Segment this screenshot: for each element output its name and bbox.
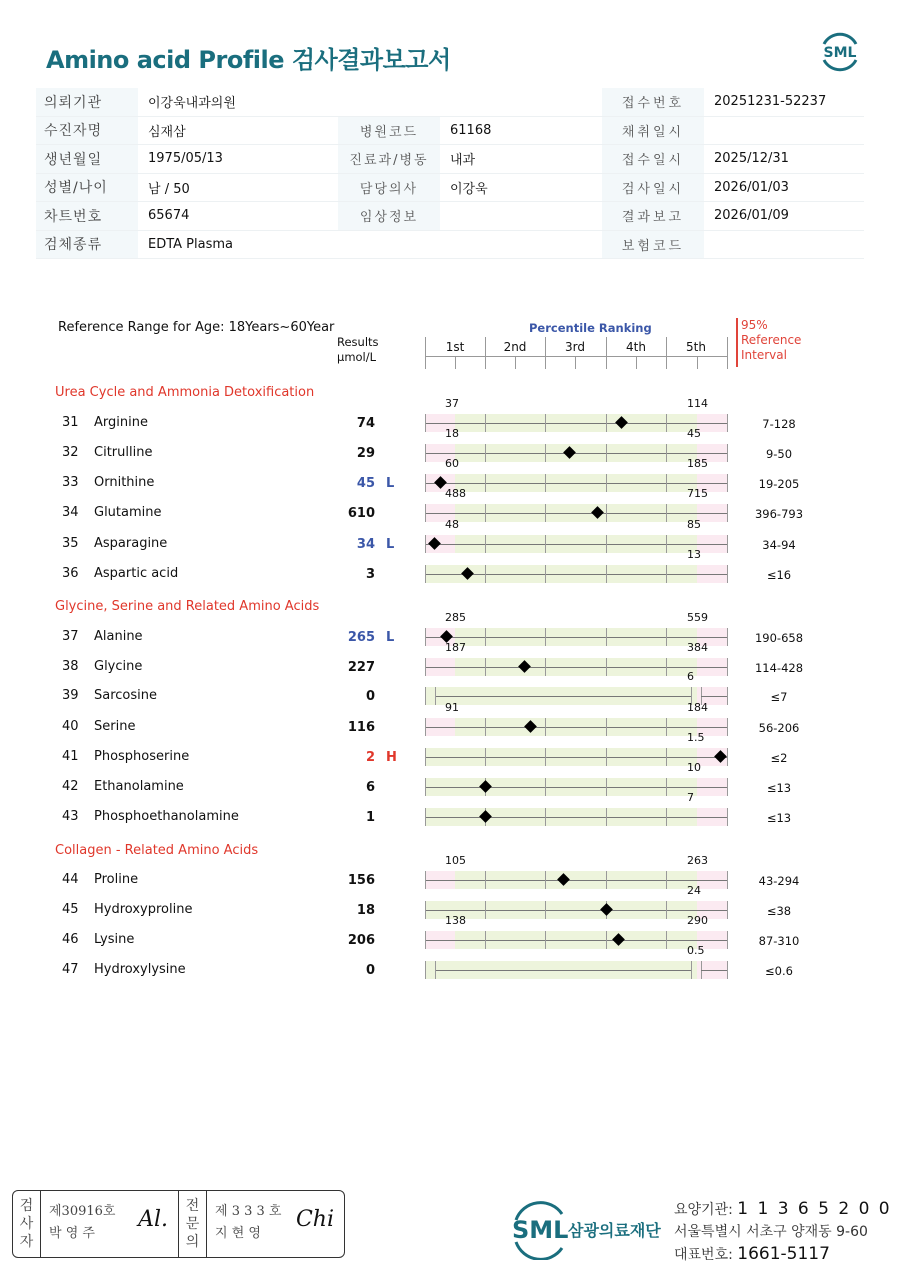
org-code: 1 1 3 6 5 2 0 0 xyxy=(737,1199,892,1219)
low-cutoff-label: 105 xyxy=(445,854,466,867)
percentile-label: 5th xyxy=(686,340,706,354)
analyte-name: Proline xyxy=(94,872,139,887)
reference-interval: 190-658 xyxy=(754,631,804,645)
reference-interval: ≤16 xyxy=(766,568,792,582)
item-number: 31 xyxy=(62,415,79,430)
info-value: 2026/01/09 xyxy=(714,208,789,224)
reference-interval-header xyxy=(736,318,801,367)
high-cutoff-label: 185 xyxy=(687,457,708,470)
item-number: 47 xyxy=(62,962,79,977)
high-cutoff-label: 715 xyxy=(687,487,708,500)
info-value: 2026/01/03 xyxy=(714,179,789,195)
low-cutoff-label: 285 xyxy=(445,611,466,624)
high-cutoff-label: 7 xyxy=(687,791,694,804)
result-value: 3 xyxy=(365,567,375,582)
high-cutoff-label: 13 xyxy=(687,548,701,561)
info-value: 20251231-52237 xyxy=(714,94,827,110)
low-cutoff-label: 138 xyxy=(445,914,466,927)
analyte-name: Glutamine xyxy=(94,505,162,520)
specialist-label-char: 전 xyxy=(185,1198,200,1214)
percentile-bar xyxy=(425,518,727,553)
result-value: 18 xyxy=(356,903,375,918)
high-cutoff-label: 1.5 xyxy=(687,731,705,744)
info-value: 내과 xyxy=(450,153,476,169)
reference-interval: 7-128 xyxy=(762,417,796,431)
high-cutoff-label: 290 xyxy=(687,914,708,927)
info-label: 진료과/병동 xyxy=(338,145,440,173)
result-value: 227 xyxy=(347,660,375,675)
info-value: EDTA Plasma xyxy=(148,236,234,252)
item-number: 41 xyxy=(62,749,79,764)
percentile-bar xyxy=(425,487,727,522)
item-number: 36 xyxy=(62,566,79,581)
info-label: 의뢰기관 xyxy=(36,88,138,116)
analyte-name: Arginine xyxy=(94,415,148,430)
info-value: 1975/05/13 xyxy=(148,151,223,167)
item-number: 44 xyxy=(62,872,79,887)
info-label: 검체종류 xyxy=(36,231,138,259)
result-row xyxy=(0,548,900,596)
high-cutoff-label: 384 xyxy=(687,641,708,654)
info-value xyxy=(704,231,864,259)
tester-label-char: 자 xyxy=(19,1234,34,1250)
section-title: Collagen - Related Amino Acids xyxy=(55,843,259,858)
percentile-bar xyxy=(425,701,727,736)
percentile-bar xyxy=(425,641,727,676)
info-label xyxy=(338,231,440,259)
info-value: 이강욱내과의원 xyxy=(148,96,236,112)
info-value: 남 / 50 xyxy=(148,181,190,197)
info-row xyxy=(36,174,864,203)
ref-interval-line1: 95% xyxy=(741,318,768,332)
percentile-label: 3rd xyxy=(565,340,585,354)
patient-info-table xyxy=(36,88,864,259)
item-number: 34 xyxy=(62,505,79,520)
info-value: 61168 xyxy=(450,122,492,138)
low-cutoff-label: 91 xyxy=(445,701,459,714)
reference-interval: 56-206 xyxy=(758,721,800,735)
analyte-name: Serine xyxy=(94,719,136,734)
item-number: 43 xyxy=(62,809,79,824)
high-cutoff-label: 10 xyxy=(687,761,701,774)
reference-interval: 19-205 xyxy=(758,477,800,491)
result-value: 29 xyxy=(356,446,375,461)
tester-label-char: 사 xyxy=(19,1216,34,1232)
info-label: 임상정보 xyxy=(338,202,440,230)
reference-interval: ≤0.6 xyxy=(765,964,793,978)
specialist-info xyxy=(207,1191,344,1257)
info-label: 채취일시 xyxy=(602,117,704,145)
item-number: 38 xyxy=(62,659,79,674)
analyte-name: Ethanolamine xyxy=(94,779,184,794)
result-value: 74 xyxy=(356,416,375,431)
percentile-bar xyxy=(425,731,727,766)
result-value: 0 xyxy=(365,689,375,704)
info-label: 성별/나이 xyxy=(36,174,138,202)
phone-label: 대표번호: xyxy=(674,1247,738,1263)
info-value xyxy=(440,88,602,116)
info-row xyxy=(36,231,864,260)
reference-interval: ≤13 xyxy=(766,811,792,825)
specialist-signature: Chi xyxy=(295,1207,334,1232)
result-flag: L xyxy=(386,476,395,491)
high-cutoff-label: 45 xyxy=(687,427,701,440)
result-value: 2 xyxy=(365,750,375,765)
item-number: 46 xyxy=(62,932,79,947)
percentile-bar xyxy=(425,884,727,919)
result-value: 34 xyxy=(356,537,375,552)
svg-text:SML: SML xyxy=(512,1216,569,1244)
specialist-label xyxy=(179,1191,207,1257)
info-value xyxy=(440,202,602,230)
tester-signature: Al. xyxy=(138,1207,168,1232)
result-row xyxy=(0,854,900,902)
item-number: 40 xyxy=(62,719,79,734)
info-label: 담당의사 xyxy=(338,174,440,202)
low-cutoff-label: 18 xyxy=(445,427,459,440)
high-cutoff-label: 85 xyxy=(687,518,701,531)
info-row xyxy=(36,145,864,174)
info-row xyxy=(36,117,864,146)
percentile-header-grid xyxy=(425,337,727,369)
info-label xyxy=(338,88,440,116)
high-cutoff-label: 114 xyxy=(687,397,708,410)
tester-label-char: 검 xyxy=(19,1198,34,1214)
low-cutoff-label: 60 xyxy=(445,457,459,470)
org-address: 서울특별시 서초구 양재동 9-60 xyxy=(674,1224,868,1240)
high-cutoff-label: 0.5 xyxy=(687,944,705,957)
info-label: 접수번호 xyxy=(602,88,704,116)
result-row xyxy=(0,731,900,779)
percentile-bar xyxy=(425,397,727,432)
results-header-unit: µmol/L xyxy=(337,350,377,364)
percentile-label: 4th xyxy=(626,340,646,354)
info-value xyxy=(440,231,602,259)
low-cutoff-label: 187 xyxy=(445,641,466,654)
analyte-name: Hydroxyproline xyxy=(94,902,193,917)
results-column-header xyxy=(337,335,379,365)
item-number: 37 xyxy=(62,629,79,644)
reference-age-label: Reference Range for Age: 18Years~60Year xyxy=(58,320,335,335)
result-row xyxy=(0,761,900,809)
reference-interval: ≤13 xyxy=(766,781,792,795)
result-value: 0 xyxy=(365,963,375,978)
result-value: 45 xyxy=(356,476,375,491)
result-row xyxy=(0,944,900,992)
result-flag: H xyxy=(386,750,397,765)
info-label: 수진자명 xyxy=(36,117,138,145)
percentile-bar xyxy=(425,457,727,492)
info-value: 65674 xyxy=(148,208,190,224)
info-row xyxy=(36,202,864,231)
result-value: 6 xyxy=(365,780,375,795)
info-label: 보험코드 xyxy=(602,231,704,259)
reference-interval: ≤2 xyxy=(770,751,788,765)
reference-interval: 9-50 xyxy=(765,447,793,461)
item-number: 42 xyxy=(62,779,79,794)
report-title: Amino acid Profile 검사결과보고서 xyxy=(46,46,451,74)
percentile-bar xyxy=(425,611,727,646)
reference-interval: 87-310 xyxy=(758,934,800,948)
percentile-bar xyxy=(425,427,727,462)
result-row xyxy=(0,518,900,566)
org-logo xyxy=(510,1200,675,1260)
result-flag: L xyxy=(386,537,395,552)
specialist-label-char: 문 xyxy=(185,1216,200,1232)
item-number: 35 xyxy=(62,536,79,551)
section-title: Urea Cycle and Ammonia Detoxification xyxy=(55,385,315,400)
low-cutoff-label: 37 xyxy=(445,397,459,410)
specialist-license-no: 제 3 3 3 호 xyxy=(215,1204,282,1219)
analyte-name: Sarcosine xyxy=(94,688,158,703)
low-cutoff-label: 48 xyxy=(445,518,459,531)
org-info xyxy=(674,1198,892,1266)
specialist-name: 지 현 영 xyxy=(215,1226,261,1241)
reference-interval: ≤7 xyxy=(770,690,788,704)
analyte-name: Aspartic acid xyxy=(94,566,179,581)
percentile-bar xyxy=(425,548,727,583)
ref-interval-line3: Interval xyxy=(741,348,787,362)
percentile-label: 2nd xyxy=(503,340,527,354)
org-code-label: 요양기관: xyxy=(674,1202,738,1218)
result-value: 156 xyxy=(347,873,375,888)
reference-interval: 396-793 xyxy=(754,507,804,521)
high-cutoff-label: 559 xyxy=(687,611,708,624)
percentile-bar xyxy=(425,761,727,796)
info-value: 2025/12/31 xyxy=(714,151,789,167)
analyte-name: Citrulline xyxy=(94,445,153,460)
item-number: 33 xyxy=(62,475,79,490)
info-label: 접수일시 xyxy=(602,145,704,173)
item-number: 39 xyxy=(62,688,79,703)
info-value xyxy=(704,117,864,145)
percentile-bar xyxy=(425,944,727,979)
result-value: 610 xyxy=(347,506,375,521)
analyte-name: Hydroxylysine xyxy=(94,962,186,977)
info-label: 병원코드 xyxy=(338,117,440,145)
percentile-bar xyxy=(425,791,727,826)
org-phone: 1661-5117 xyxy=(737,1244,830,1264)
tester-license-no: 제30916호 xyxy=(49,1204,116,1219)
result-flag: L xyxy=(386,630,395,645)
sml-logo-icon xyxy=(816,28,864,76)
ref-interval-line2: Reference xyxy=(741,333,802,347)
percentile-bar xyxy=(425,670,727,705)
percentile-bar xyxy=(425,854,727,889)
high-cutoff-label: 184 xyxy=(687,701,708,714)
svg-text:SML: SML xyxy=(823,45,857,61)
info-value: 심재삼 xyxy=(148,124,186,140)
org-name: 삼광의료재단 xyxy=(568,1221,661,1240)
reference-interval: 34-94 xyxy=(762,538,796,552)
signature-box xyxy=(12,1190,345,1258)
result-value: 206 xyxy=(347,933,375,948)
analyte-name: Phosphoserine xyxy=(94,749,190,764)
analyte-name: Asparagine xyxy=(94,536,168,551)
tester-label xyxy=(13,1191,41,1257)
info-value: 이강욱 xyxy=(450,181,488,197)
result-value: 116 xyxy=(347,720,375,735)
analyte-name: Phosphoethanolamine xyxy=(94,809,239,824)
analyte-name: Lysine xyxy=(94,932,135,947)
result-row xyxy=(0,701,900,749)
reference-interval: ≤38 xyxy=(766,904,792,918)
result-value: 265 xyxy=(347,630,375,645)
low-cutoff-label: 488 xyxy=(445,487,466,500)
tester-info xyxy=(41,1191,179,1257)
percentile-ranking-title: Percentile Ranking xyxy=(529,321,652,335)
result-row xyxy=(0,914,900,962)
result-value: 1 xyxy=(365,810,375,825)
percentile-label: 1st xyxy=(445,340,465,354)
info-label: 차트번호 xyxy=(36,202,138,230)
specialist-label-char: 의 xyxy=(185,1234,200,1250)
result-row xyxy=(0,641,900,689)
analyte-name: Alanine xyxy=(94,629,143,644)
analyte-name: Glycine xyxy=(94,659,143,674)
high-cutoff-label: 24 xyxy=(687,884,701,897)
info-label: 생년월일 xyxy=(36,145,138,173)
high-cutoff-label: 263 xyxy=(687,854,708,867)
item-number: 45 xyxy=(62,902,79,917)
info-label: 검사일시 xyxy=(602,174,704,202)
percentile-bar xyxy=(425,914,727,949)
reference-interval: 114-428 xyxy=(754,661,804,675)
analyte-name: Ornithine xyxy=(94,475,155,490)
tester-name: 박 영 주 xyxy=(49,1226,95,1241)
high-cutoff-label: 6 xyxy=(687,670,694,683)
section-title: Glycine, Serine and Related Amino Acids xyxy=(55,599,320,614)
item-number: 32 xyxy=(62,445,79,460)
reference-interval: 43-294 xyxy=(758,874,800,888)
result-row xyxy=(0,791,900,839)
results-header-line1: Results xyxy=(337,335,379,349)
info-label: 결과보고 xyxy=(602,202,704,230)
info-row xyxy=(36,88,864,117)
